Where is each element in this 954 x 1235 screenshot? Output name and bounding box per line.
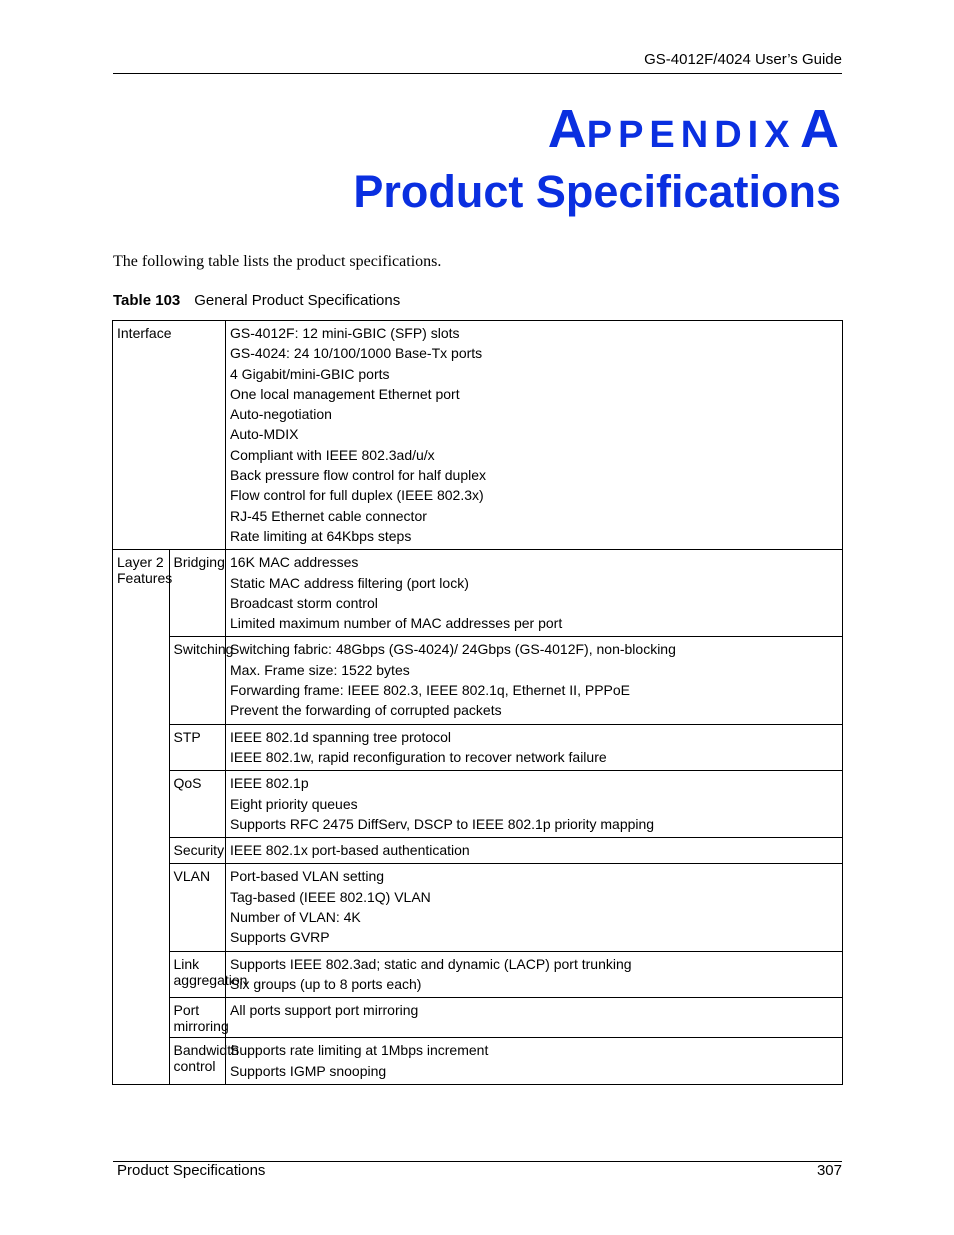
feature-values bbox=[226, 838, 843, 864]
spec-value: Static MAC address filtering (port lock) bbox=[230, 574, 469, 591]
page-number: 307 bbox=[816, 1162, 842, 1179]
table-row bbox=[113, 998, 843, 1038]
appendix-smallcaps: PPENDIX bbox=[586, 114, 796, 156]
spec-value: All ports support port mirroring bbox=[230, 1002, 419, 1019]
table-row bbox=[113, 771, 843, 838]
feature-label: Port mirroring bbox=[169, 998, 226, 1038]
spec-value: Forwarding frame: IEEE 802.3, IEEE 802.1q, Ethernet II, PPPoE bbox=[230, 682, 630, 699]
interface-label: Interface bbox=[113, 321, 226, 550]
feature-values bbox=[226, 951, 843, 998]
appendix-letter-a: A bbox=[547, 99, 587, 159]
spec-value: Compliant with IEEE 802.3ad/u/x bbox=[230, 446, 435, 463]
footer-section: Product Specifications bbox=[117, 1162, 266, 1179]
spec-value: Port-based VLAN setting bbox=[230, 868, 385, 885]
appendix-heading bbox=[548, 98, 839, 160]
spec-value: Supports rate limiting at 1Mbps increment bbox=[230, 1042, 489, 1059]
spec-value: Supports IGMP snooping bbox=[230, 1062, 387, 1079]
spec-value: Supports RFC 2475 DiffServ, DSCP to IEEE 802.1p priority mapping bbox=[230, 815, 655, 832]
interface-values bbox=[226, 321, 843, 550]
spec-value: Prevent the forwarding of corrupted packets bbox=[230, 702, 502, 719]
table-row bbox=[113, 951, 843, 998]
spec-table bbox=[112, 320, 843, 1085]
spec-value: IEEE 802.1d spanning tree protocol bbox=[230, 728, 452, 745]
spec-value: IEEE 802.1p bbox=[230, 775, 309, 792]
feature-values bbox=[226, 724, 843, 771]
feature-values bbox=[226, 550, 843, 637]
spec-value: Back pressure flow control for half duplex bbox=[230, 467, 487, 484]
spec-value: Tag-based (IEEE 802.1Q) VLAN bbox=[230, 888, 431, 905]
table-caption-text: General Product Specifications bbox=[194, 292, 401, 309]
spec-value: Rate limiting at 64Kbps steps bbox=[230, 527, 412, 544]
feature-values bbox=[226, 1038, 843, 1085]
spec-value: One local management Ethernet port bbox=[230, 385, 460, 402]
intro-text: The following table lists the product specifications. bbox=[113, 253, 442, 270]
table-row bbox=[113, 321, 843, 550]
spec-value: RJ-45 Ethernet cable connector bbox=[230, 507, 427, 524]
spec-value: Limited maximum number of MAC addresses per port bbox=[230, 615, 563, 632]
spec-value: Broadcast storm control bbox=[230, 594, 378, 611]
spec-value: Flow control for full duplex (IEEE 802.3x) bbox=[230, 487, 484, 504]
table-row bbox=[113, 637, 843, 724]
spec-value: Max. Frame size: 1522 bytes bbox=[230, 661, 410, 678]
feature-values bbox=[226, 864, 843, 951]
table-row bbox=[113, 550, 843, 637]
feature-values bbox=[226, 771, 843, 838]
spec-value: Supports GVRP bbox=[230, 929, 330, 946]
table-number: Table 103 bbox=[113, 292, 181, 309]
feature-label: VLAN bbox=[169, 864, 226, 951]
feature-label: Security bbox=[169, 838, 226, 864]
feature-label: QoS bbox=[169, 771, 226, 838]
table-row bbox=[113, 724, 843, 771]
feature-label: Switching bbox=[169, 637, 226, 724]
feature-label: Bandwidth control bbox=[169, 1038, 226, 1085]
feature-values bbox=[226, 637, 843, 724]
spec-value: 16K MAC addresses bbox=[230, 554, 359, 571]
spec-value: GS-4012F: 12 mini-GBIC (SFP) slots bbox=[230, 325, 460, 341]
feature-values bbox=[226, 998, 843, 1038]
table-caption bbox=[113, 292, 400, 309]
layer2-label: Layer 2 Features bbox=[113, 550, 170, 1085]
appendix-id: A bbox=[800, 99, 839, 159]
header-title: GS-4012F/4024 User’s Guide bbox=[644, 51, 842, 68]
spec-value: Auto-negotiation bbox=[230, 406, 332, 423]
feature-label: STP bbox=[169, 724, 226, 771]
spec-value: Switching fabric: 48Gbps (GS-4024)/ 24Gbps (GS-4012F), non-blocking bbox=[230, 641, 676, 658]
spec-value: IEEE 802.1x port-based authentication bbox=[230, 842, 470, 859]
spec-value: Supports IEEE 802.3ad; static and dynamic (LACP) port trunking bbox=[230, 955, 632, 972]
spec-value: 4 Gigabit/mini-GBIC ports bbox=[230, 365, 390, 382]
table-row bbox=[113, 1038, 843, 1085]
spec-value: GS-4024: 24 10/100/1000 Base-Tx ports bbox=[230, 345, 483, 362]
table-row bbox=[113, 838, 843, 864]
header-rule bbox=[113, 73, 842, 74]
spec-value: Number of VLAN: 4K bbox=[230, 909, 361, 926]
spec-value: Auto-MDIX bbox=[230, 426, 299, 443]
spec-value: IEEE 802.1w, rapid reconfiguration to recover network failure bbox=[230, 748, 607, 765]
table-row bbox=[113, 864, 843, 951]
spec-value: Eight priority queues bbox=[230, 795, 358, 812]
feature-label: Bridging bbox=[169, 550, 226, 637]
spec-value: Six groups (up to 8 ports each) bbox=[230, 975, 422, 992]
feature-label: Link aggregation bbox=[169, 951, 226, 998]
chapter-title: Product Specifications bbox=[353, 166, 841, 217]
